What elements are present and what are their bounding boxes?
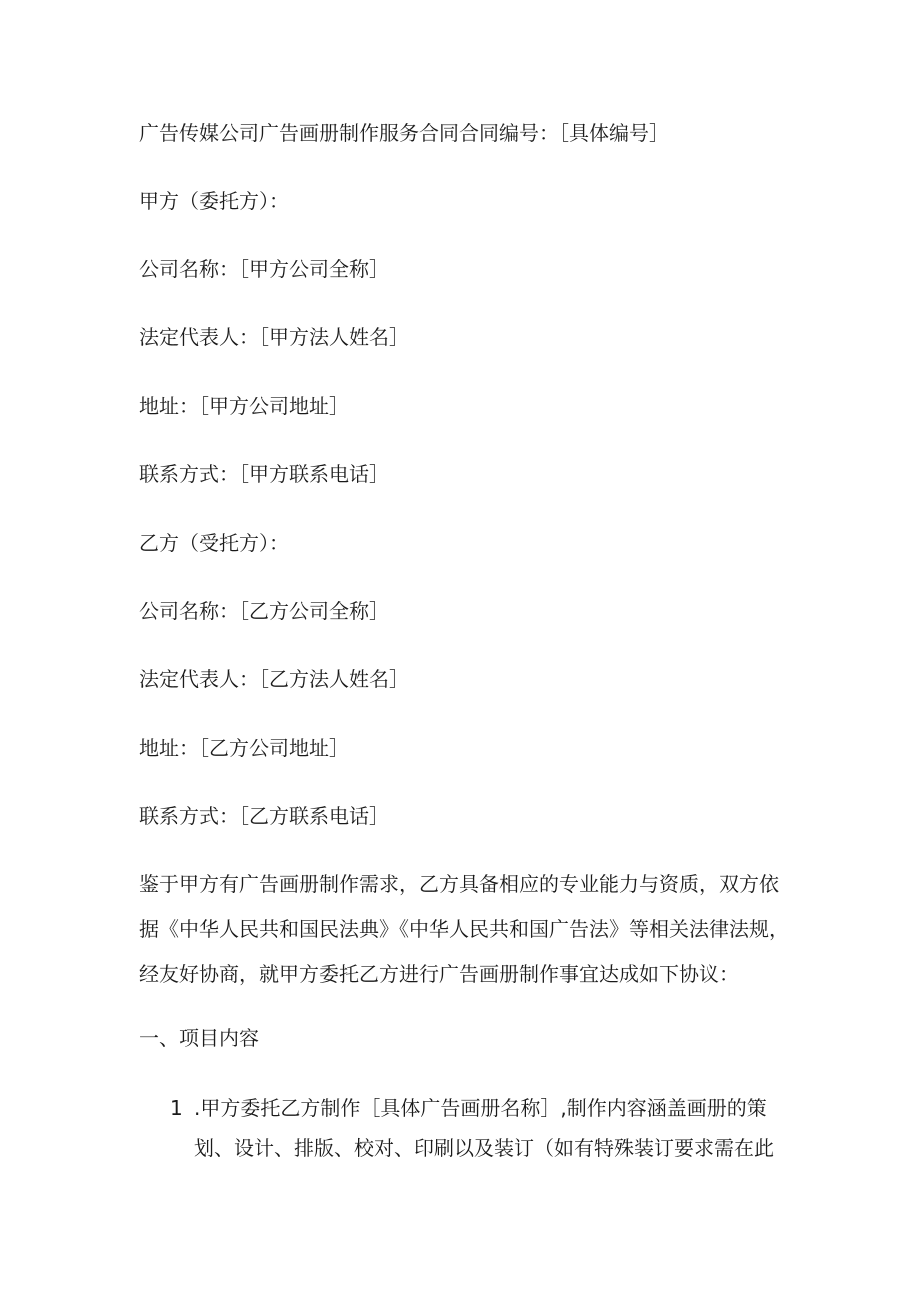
party-a-company: 公司名称：［甲方公司全称］ — [139, 257, 389, 281]
contract-title: 广告传媒公司广告画册制作服务合同合同编号：［具体编号］ — [139, 121, 669, 145]
party-a-representative: 法定代表人：［甲方法人姓名］ — [139, 325, 409, 349]
list-item-text — [194, 1088, 814, 1168]
party-a-contact: 联系方式：［甲方联系电话］ — [139, 462, 389, 486]
party-b-company: 公司名称：［乙方公司全称］ — [139, 599, 389, 623]
preamble-line: 经友好协商，就甲方委托乙方进行广告画册制作事宜达成如下协议： — [139, 962, 739, 986]
list-item-line: 划、设计、排版、校对、印刷以及装订（如有特殊装订要求需在此 — [194, 1136, 774, 1160]
section-heading: 一、项目内容 — [139, 1026, 259, 1050]
preamble-paragraph — [139, 862, 819, 997]
party-b-contact: 联系方式：［乙方联系电话］ — [139, 804, 389, 828]
party-a-address: 地址：［甲方公司地址］ — [139, 394, 349, 418]
preamble-line: 鉴于甲方有广告画册制作需求，乙方具备相应的专业能力与资质，双方依 — [139, 872, 779, 896]
list-item-number: 1 — [170, 1096, 183, 1120]
preamble-line: 据《中华人民共和国民法典》《中华人民共和国广告法》等相关法律法规， — [139, 917, 789, 941]
party-a-heading: 甲方（委托方）： — [139, 189, 289, 213]
party-b-heading: 乙方（受托方）： — [139, 531, 289, 555]
party-b-representative: 法定代表人：［乙方法人姓名］ — [139, 667, 409, 691]
party-b-address: 地址：［乙方公司地址］ — [139, 736, 349, 760]
list-item-line: .甲方委托乙方制作［具体广告画册名称］,制作内容涵盖画册的策 — [194, 1096, 767, 1120]
